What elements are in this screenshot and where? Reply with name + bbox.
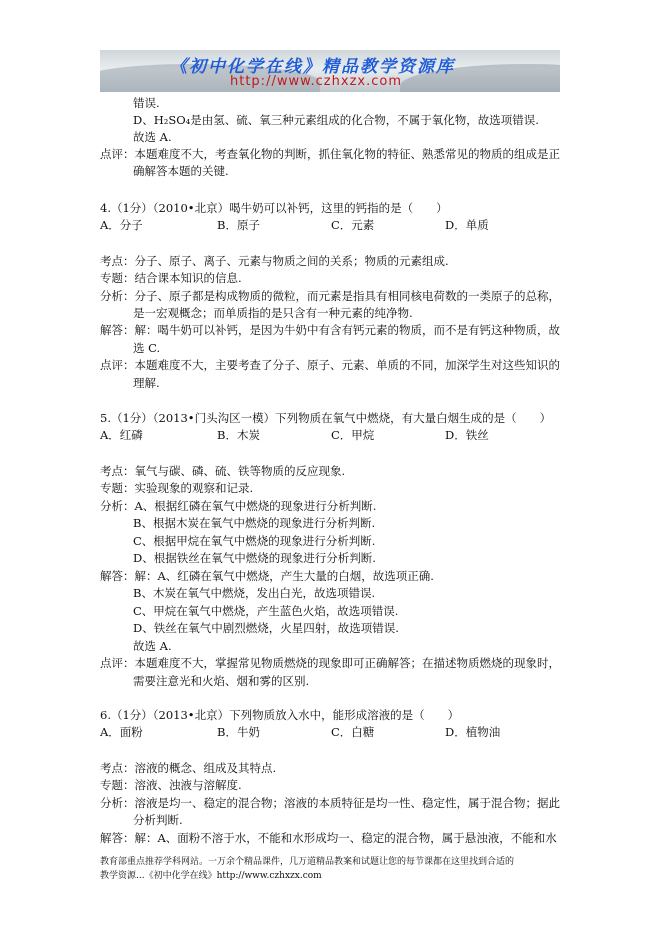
option-c: C．甲烷 [331,428,375,442]
text-line: 点评：本题难度不大，主要考查了分子、原子、元素、单质的不同，加深学生对这些知识的 [100,358,560,372]
text-line: 需要注意光和火焰、烟和雾的区别. [133,674,310,688]
text-line: 专题：溶液、浊液与溶解度. [100,778,242,792]
option-b: B．原子 [217,218,260,232]
text-line: 分析：A、根据红磷在氧气中燃烧的现象进行分析判断. [100,499,377,513]
text-line: 选 C. [133,341,161,355]
text-line: 考点：分子、原子、离子、元素与物质之间的关系；物质的元素组成. [100,254,449,268]
option-a: A．红磷 [100,428,143,442]
option-b: B．牛奶 [217,725,260,739]
text-line: 分析判断. [133,813,183,827]
text-line: B、根据木炭在氧气中燃烧的现象进行分析判断. [133,516,376,530]
footer-line: 教育部重点推荐学科网站。一万余个精品课件，几万道精品教案和试题让您的每节课都在这里找到合适的 [100,857,515,867]
option-d: D．植物油 [445,725,501,739]
text-line: 分析：溶液是均一、稳定的混合物；溶液的本质特征是均一性、稳定性，属于混合物；据此 [100,796,560,810]
option-b: B．木炭 [217,428,260,442]
option-a: A．面粉 [100,725,143,739]
option-c: C．元素 [331,218,375,232]
text-line: C、根据甲烷在氧气中燃烧的现象进行分析判断. [133,534,376,548]
text-line: 专题：结合课本知识的信息. [100,271,242,285]
text-line: 是一宏观概念；而单质指的是只含有一种元素的纯净物. [133,306,413,320]
question-stem: 5.（1分）（2013•门头沟区一模）下列物质在氧气中燃烧，有大量白烟生成的是（ ） [100,411,552,425]
banner-url: http://www.czhxzx.com [230,74,402,89]
text-line: 故选 A. [133,639,172,653]
text-line: 解答：解：喝牛奶可以补钙，是因为牛奶中有含有钙元素的物质，而不是有钙这种物质，故 [100,323,560,337]
text-line: 理解. [133,376,160,390]
text-line: 考点：溶液的概念、组成及其特点. [100,761,277,775]
text-line: 点评：本题难度不大，考查氧化物的判断，抓住氧化物的特征、熟悉常见的物质的组成是正 [100,147,560,161]
text-line: 专题：实验现象的观察和记录. [100,481,254,495]
header-banner [100,50,560,92]
text-line: 点评：本题难度不大，掌握常见物质燃烧的现象即可正确解答；在描述物质燃烧的现象时， [100,656,560,670]
text-line: 分析：分子、原子都是构成物质的微粒，而元素是指具有相同核电荷数的一类原子的总称， [100,289,560,303]
footer-line: 教学资源...《初中化学在线》http://www.czhxzx.com [100,871,322,881]
text-line: D、铁丝在氧气中剧烈燃烧，火星四射，故选项错误. [133,621,399,635]
text-line: D、H₂SO₄是由氢、硫、氧三种元素组成的化合物，不属于氧化物，故选项错误. [133,113,539,127]
banner-title: 《初中化学在线》精品教学资源库 [170,57,455,77]
question-stem: 4.（1分）（2010•北京）喝牛奶可以补钙，这里的钙指的是（ ） [100,201,448,215]
text-line: 错误. [133,96,160,110]
option-a: A．分子 [100,218,143,232]
question-stem: 6.（1分）（2013•北京）下列物质放入水中，能形成溶液的是（ ） [100,708,460,722]
text-line: C、甲烷在氧气中燃烧，产生蓝色火焰，故选项错误. [133,604,399,618]
text-line: D、根据铁丝在氧气中燃烧的现象进行分析判断. [133,551,376,565]
text-line: 考点：氧气与碳、磷、硫、铁等物质的反应现象. [100,464,346,478]
text-line: B、木炭在氧气中燃烧，发出白光，故选项错误. [133,586,376,600]
option-d: D．单质 [445,218,489,232]
option-c: C．白糖 [331,725,375,739]
text-line: 确解答本题的关键. [133,164,229,178]
text-line: 解答：解：A、红磷在氧气中燃烧，产生大量的白烟，故选项正确. [100,569,434,583]
text-line: 解答：解：A、面粉不溶于水，不能和水形成均一、稳定的混合物，属于悬浊液，不能和水 [100,831,557,845]
text-line: 故选 A. [133,130,172,144]
option-d: D．铁丝 [445,428,489,442]
